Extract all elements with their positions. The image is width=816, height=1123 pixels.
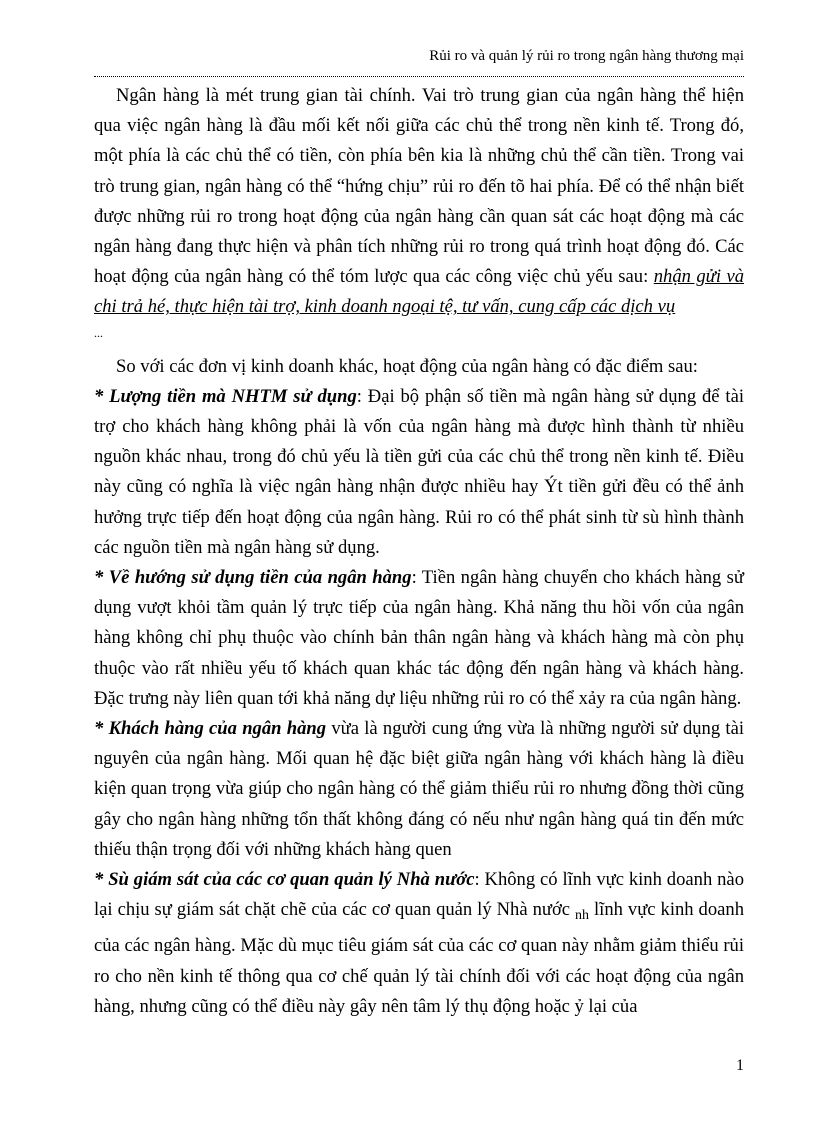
customers-paragraph <box>94 714 744 865</box>
activities-list-underlined: nhận gửi và chi trả hé, thực hiện tài trợ, kinh doanh ngoại tệ, tư vấn, cung cấp các dịch vụ <box>94 266 745 318</box>
funds-used-text: : Đại bộ phận số tiền mà ngân hàng sử dụng để tài trợ cho khách hàng không phải là vốn của ngân hàng mà được hình thành từ nhiều nguồn khác nhau, trong đó chủ yếu là tiền gửi của các chủ thể trong nền kinh tế. Điều này cũng có nghĩa là việc ngân hàng nhận được nhiều hay Ýt tiền gửi đều có thể ảnh hưởng trực tiếp đến hoạt động của ngân hàng. Rủi ro có thể phát sinh từ sù hình thành các nguồn tiền mà ngân hàng sử dụng. <box>94 385 744 558</box>
characteristics-intro-paragraph: So với các đơn vị kinh doanh khác, hoạt động của ngân hàng có đặc điểm sau: <box>116 355 698 377</box>
intro-paragraph <box>94 81 744 323</box>
state-supervision-small-text: nh <box>575 908 590 924</box>
running-header: Rủi ro và quản lý rủi ro trong ngân hàng thương mại <box>429 48 744 64</box>
use-of-funds-paragraph <box>94 563 744 714</box>
intro-ellipsis: ... <box>94 325 103 340</box>
page-number: 1 <box>736 1057 744 1074</box>
header-divider <box>94 76 744 77</box>
customers-text: vừa là người cung ứng vừa là những người sử dụng tài nguyên của ngân hàng. Mối quan hệ đặc biệt giữa ngân hàng với khách hàng là điều kiện quan trọng vừa giúp cho ngân hàng có thể giảm thiểu rủi ro nhưng đồng thời cũng gây cho ngân hàng những tổn thất không đáng có nếu như ngân hàng quá tin đến mức thiếu thận trọng đối với những khách hàng quen <box>94 718 744 860</box>
customers-heading: * Khách hàng của ngân hàng <box>94 718 327 740</box>
document-body <box>94 81 744 1022</box>
intro-text: Ngân hàng là mét trung gian tài chính. Vai trò trung gian của ngân hàng thể hiện qua việc ngân hàng là đầu mối kết nối giữa các chủ thể trong nền kinh tế. Trong đó, một phía là các chủ thể có tiền, còn phía bên kia là những chủ thể cần tiền. Trong vai trò trung gian, ngân hàng có thể “hứng chịu” rủi ro đến tõ hai phía. Để có thể nhận biết được những rủi ro trong hoạt động của ngân hàng cần quan sát các hoạt động mà các ngân hàng đang thực hiện và phân tích những rủi ro trong quá trình hoạt động đó. Các hoạt động của ngân hàng có thể tóm lược qua các công việc chủ yếu sau: <box>94 85 744 288</box>
use-of-funds-text: : Tiền ngân hàng chuyển cho khách hàng sử dụng vượt khỏi tầm quản lý trực tiếp của ngân hàng. Khả năng thu hồi vốn của ngân hàng không chỉ phụ thuộc vào chính bản thân ngân hàng và khách hàng mà còn phụ thuộc vào rất nhiều yếu tố khách quan khác tác động đến ngân hàng và khách hàng. Đặc trưng này liên quan tới khả năng dự liệu những rủi ro có thể xảy ra của ngân hàng. <box>94 567 744 709</box>
funds-used-heading: * Lượng tiền mà NHTM sử dụng <box>94 385 357 407</box>
use-of-funds-heading: * Về hướng sử dụng tiền của ngân hàng <box>94 567 412 589</box>
state-supervision-heading: * Sù giám sát của các cơ quan quản lý Nhà nước <box>94 869 475 891</box>
state-supervision-paragraph <box>94 865 744 1022</box>
state-supervision-text-b: lĩnh vực kinh doanh của các ngân hàng. Mặc dù mục tiêu giám sát của các cơ quan này nhằm giảm thiểu rủi ro cho nền kinh tế thông qua cơ chế quản lý tài chính đối với các hoạt động của ngân hàng, nhưng cũng có thể điều này gây nên tâm lý thụ động hoặc ỷ lại của <box>94 899 744 1017</box>
funds-used-paragraph <box>94 382 744 563</box>
state-supervision-text-a: : Không có lĩnh vực kinh doanh nào lại chịu sự giám sát chặt chẽ của các cơ quan quản lý Nhà nước <box>94 869 744 921</box>
